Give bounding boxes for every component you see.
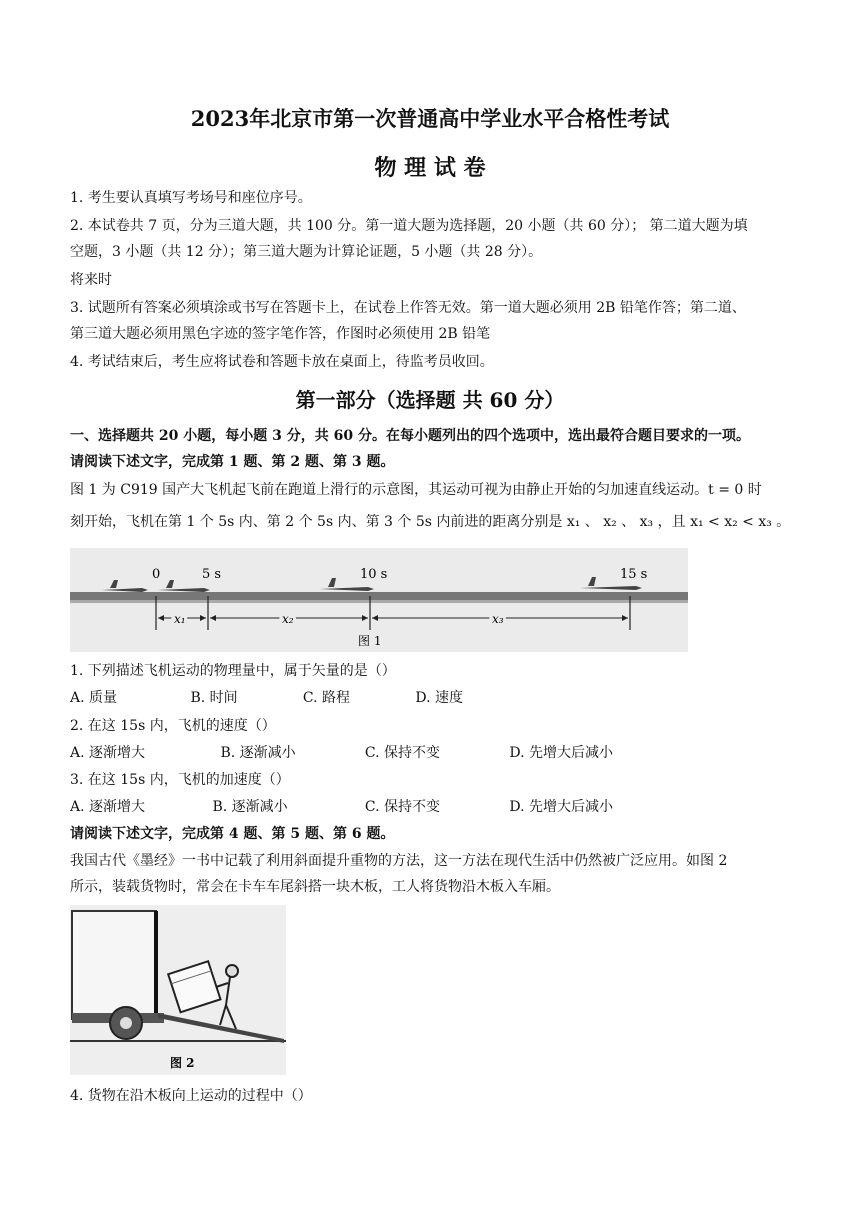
instruction-line: 2. 本试卷共 7 页，分为三道大题，共 100 分。第一道大题为选择题，20 小题（共 60 分）； 第二道大题为填 <box>70 218 748 234</box>
option-b[interactable]: B. 逐渐减小 <box>220 745 296 761</box>
instruction-line: 第三道大题必须用黑色字迹的签字笔作答，作图时必须使用 2B 铅笔 <box>70 326 491 342</box>
instruction-line: 1. 考生要认真填写考场号和座位序号。 <box>70 190 312 206</box>
exam-subtitle: 物 理 试 卷 <box>374 155 486 181</box>
option-d[interactable]: D. 速度 <box>415 690 463 706</box>
figure-caption: 图 1 <box>358 634 382 648</box>
option-c[interactable]: C. 保持不变 <box>364 745 441 761</box>
figure-1 <box>70 548 688 652</box>
time-label: 0 <box>152 567 161 582</box>
passage-line: 所示，装载货物时，常会在卡车车尾斜搭一块木板，工人将货物沿木板入车厢。 <box>70 879 560 895</box>
time-label: 10 s <box>360 567 388 582</box>
question-stem: 4. 货物在沿木板向上运动的过程中（） <box>70 1088 312 1104</box>
option-d[interactable]: D. 先增大后减小 <box>509 745 613 761</box>
question-stem: 2. 在这 15s 内，飞机的速度（） <box>70 718 276 734</box>
group-intro: 请阅读下述文字，完成第 1 题、第 2 题、第 3 题。 <box>70 454 395 470</box>
option-c[interactable]: C. 路程 <box>302 690 351 706</box>
passage-line: 我国古代《墨经》一书中记载了利用斜面提升重物的方法，这一方法在现代生活中仍然被广泛应用。如图 2 <box>70 853 728 869</box>
figure-2 <box>70 905 286 1075</box>
distance-label: x₃ <box>492 612 504 626</box>
option-b[interactable]: B. 逐渐减小 <box>212 799 288 815</box>
option-d[interactable]: D. 先增大后减小 <box>509 799 613 815</box>
time-label: 15 s <box>620 567 648 582</box>
option-a[interactable]: A. 质量 <box>70 690 118 706</box>
instruction-line: 3. 试题所有答案必须填涂或书写在答题卡上，在试卷上作答无效。第一道大题必须用 2B 铅笔作答；第二道、 <box>70 300 746 316</box>
part-heading: 第一部分（选择题 共 60 分） <box>295 388 565 412</box>
figure-caption: 图 2 <box>170 1056 195 1070</box>
section-intro: 一、选择题共 20 小题，每小题 3 分，共 60 分。在每小题列出的四个选项中，选出最符合题目要求的一项。 <box>70 428 750 444</box>
passage-line: 图 1 为 C919 国产大飞机起飞前在跑道上滑行的示意图，其运动可视为由静止开始的匀加速直线运动。t = 0 时 <box>70 482 762 498</box>
question-options <box>70 795 800 819</box>
question-options <box>70 686 800 710</box>
option-a[interactable]: A. 逐渐增大 <box>70 799 146 815</box>
distance-label: x₁ <box>174 612 186 626</box>
distance-label: x₂ <box>282 612 294 626</box>
group-intro: 请阅读下述文字，完成第 4 题、第 5 题、第 6 题。 <box>70 826 395 842</box>
question-options <box>70 741 800 765</box>
instruction-line: 4. 考试结束后，考生应将试卷和答题卡放在桌面上，待监考员收回。 <box>70 354 494 370</box>
option-a[interactable]: A. 逐渐增大 <box>70 745 146 761</box>
truck-ramp-diagram <box>70 905 286 1075</box>
passage-line: 刻开始，飞机在第 1 个 5s 内、第 2 个 5s 内、第 3 个 5s 内前进的距离分别是 x₁ 、 x₂ 、 x₃ ，且 x₁ < x₂ < x₃ 。 <box>70 514 791 530</box>
option-c[interactable]: C. 保持不变 <box>364 799 441 815</box>
exam-title: 2023年北京市第一次普通高中学业水平合格性考试 <box>190 106 670 131</box>
instruction-line: 空题，3 小题（共 12 分）；第三道大题为计算论证题，5 小题（共 28 分）。 <box>70 244 543 260</box>
question-stem: 1. 下列描述飞机运动的物理量中，属于矢量的是（） <box>70 663 396 679</box>
time-label: 5 s <box>202 567 222 582</box>
instruction-line: 将来时 <box>70 272 112 288</box>
option-b[interactable]: B. 时间 <box>190 690 238 706</box>
question-stem: 3. 在这 15s 内，飞机的加速度（） <box>70 772 290 788</box>
runway-diagram <box>70 548 688 652</box>
